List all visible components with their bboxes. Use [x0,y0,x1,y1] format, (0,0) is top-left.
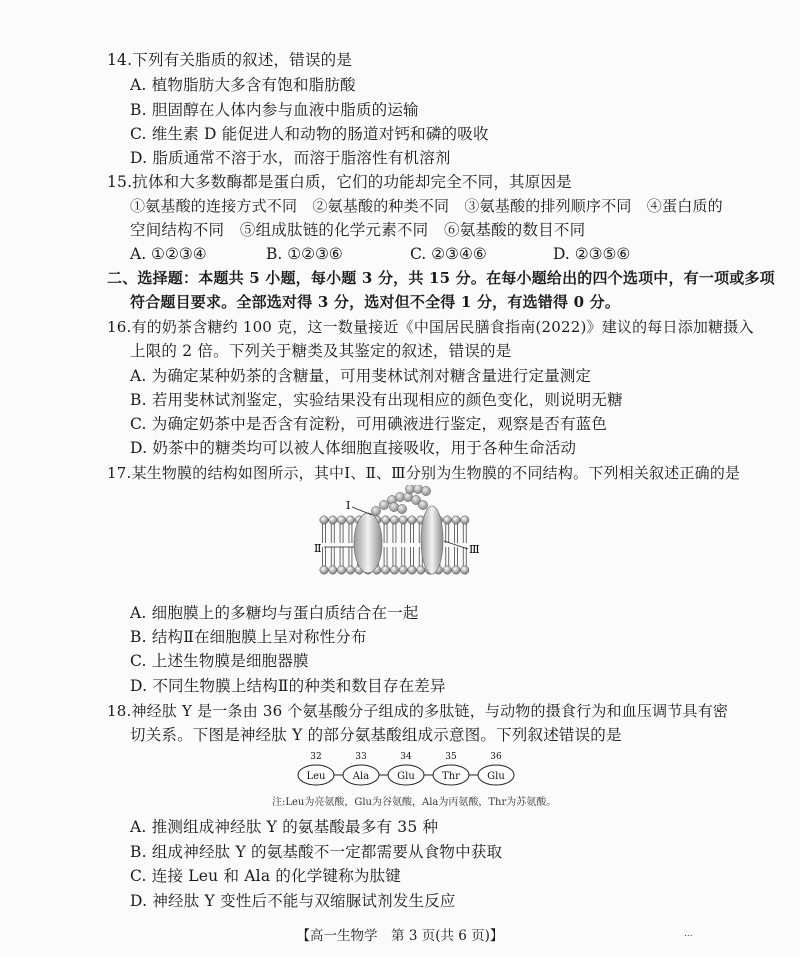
q16-option-d: D. 奶茶中的糖类均可以被人体细胞直接吸收，用于各种生命活动 [130,439,577,457]
sugar-bead [421,486,430,495]
amino-acid-name: Ala [352,771,370,782]
q18-option-b: B. 组成神经肽 Y 的氨基酸不一定都需要从食物中获取 [130,843,503,861]
label-I: Ⅰ [346,499,351,512]
q16-option-c: C. 为确定奶茶中是否含有淀粉，可用碘液进行鉴定，观察是否有蓝色 [130,415,608,433]
q18-option-a: A. 推测组成神经肽 Y 的氨基酸最多有 35 种 [130,818,439,836]
q15-choices-line2: 空间结构不同 ⑤组成肽链的化学元素不同 ⑥氨基酸的数目不同 [130,221,586,239]
peptide-chain [298,752,514,785]
protein-left [354,513,382,573]
q18-note: 注:Leu为亮氨酸，Glu为谷氨酸，Ala为丙氨酸，Thr为苏氨酸。 [272,797,557,808]
phospholipid-head [443,566,451,574]
label-III: Ⅲ [469,543,480,556]
q18-option-d: D. 神经肽 Y 变性后不能与双缩脲试剂发生反应 [130,892,456,910]
q14-option-c: C. 维生素 D 能促进人和动物的肠道对钙和磷的吸收 [130,125,489,143]
phospholipid-head [452,566,460,574]
phospholipid-head [417,566,425,574]
sugar-bead [397,504,406,513]
q18-stem: 18.神经肽 Y 是一条由 36 个氨基酸分子组成的多肽链，与动物的摄食行为和血压调节具有密 [107,702,729,720]
phospholipid-head [399,516,407,524]
phospholipid-head [390,516,398,524]
amino-acid-name: Glu [397,771,415,782]
q16-stem-cont: 上限的 2 倍。下列关于糖类及其鉴定的叙述，错误的是 [130,342,512,360]
phospholipid-head [320,516,328,524]
phospholipid-head [381,566,389,574]
phospholipid-head [346,566,354,574]
label-line-1 [352,507,372,515]
section2-heading-line1: 二、选择题：本题共 5 小题，每小题 3 分，共 15 分。在每小题给出的四个选项中，有一项或多项 [107,269,775,287]
label-line-3 [444,541,468,549]
phospholipid-head [329,566,337,574]
phospholipid-head [381,516,389,524]
sugar-bead [371,506,380,515]
q14-option-a: A. 植物脂肪大多含有饱和脂肪酸 [130,76,356,94]
amino-acid-position: 36 [490,752,502,762]
phospholipid-head [346,516,354,524]
label-II: Ⅱ [314,542,322,555]
lipid-tails [323,524,467,566]
q16-stem: 16.有的奶茶含糖约 100 克，这一数量接近《中国居民膳食指南(2022)》建议的每日添加糖摄入 [107,318,754,336]
q15-option-c: C. ②③④⑥ [410,245,487,263]
phospholipid-head [452,516,460,524]
phospholipid-head [329,516,337,524]
q18-stem-cont: 切关系。下图是神经肽 Y 的部分氨基酸组成示意图。下列叙述错误的是 [130,726,622,744]
q17-option-c: C. 上述生物膜是细胞器膜 [130,652,309,670]
phospholipid-head [443,516,451,524]
amino-acid-position: 35 [445,752,457,762]
protein-right [421,506,443,574]
q15-option-d: D. ②③⑤⑥ [553,245,631,263]
amino-acid-name: Thr [442,771,460,782]
q17-option-b: B. 结构Ⅱ在细胞膜上呈对称性分布 [130,628,367,646]
peptide-chain-figure [290,748,520,796]
corner-mark: ... [684,929,693,939]
q17-option-d: D. 不同生物膜上结构Ⅱ的种类和数目存在差异 [130,677,446,695]
phospholipid-head [390,566,398,574]
phospholipid-head [461,516,469,524]
amino-acid-name: Glu [487,771,505,782]
q15-stem: 15.抗体和大多数酶都是蛋白质，它们的功能却完全不同，其原因是 [107,173,572,191]
page-footer: 【高一生物学 第 3 页(共 6 页)】 [296,928,504,944]
q17-stem: 17.某生物膜的结构如图所示，其中Ⅰ、Ⅱ、Ⅲ分别为生物膜的不同结构。下列相关叙述正确的是 [107,464,741,482]
phospholipid-head [337,566,345,574]
membrane-figure [310,485,490,595]
amino-acid-position: 33 [355,752,367,762]
phospholipid-head [408,516,416,524]
q17-option-a: A. 细胞膜上的多糖均与蛋白质结合在一起 [130,604,419,622]
phospholipid-head [461,566,469,574]
q14-stem: 14.下列有关脂质的叙述，错误的是 [107,51,353,69]
q14-option-b: B. 胆固醇在人体内参与血液中脂质的运输 [130,101,419,119]
amino-acid-name: Leu [306,771,326,782]
q14-option-d: D. 脂质通常不溶于水，而溶于脂溶性有机溶剂 [130,149,451,167]
q16-option-a: A. 为确定某种奶茶的含糖量，可用斐林试剂对糖含量进行定量测定 [130,367,592,385]
amino-acid-position: 32 [310,752,322,762]
q15-option-b: B. ①②③⑥ [266,245,343,263]
sugar-bead [379,500,388,509]
phospholipid-head [337,516,345,524]
q15-option-a: A. ①②③④ [130,245,207,263]
sugar-bead [389,502,398,511]
phospholipid-head [408,566,416,574]
section2-heading-line2: 符合题目要求。全部选对得 3 分，选对但不全得 1 分，有选错得 0 分。 [130,293,621,311]
glycocalyx-chain [371,485,430,516]
phospholipid-head [399,566,407,574]
q16-option-b: B. 若用斐林试剂鉴定，实验结果没有出现相应的颜色变化，则说明无糖 [130,391,623,409]
phospholipid-heads [320,516,469,574]
sugar-bead [413,485,422,494]
q15-choices-line1: ①氨基酸的连接方式不同 ②氨基酸的种类不同 ③氨基酸的排列顺序不同 ④蛋白质的 [130,197,723,215]
amino-acid-position: 34 [400,752,412,762]
q18-option-c: C. 连接 Leu 和 Ala 的化学键称为肽键 [130,867,402,885]
sugar-bead [418,500,427,509]
phospholipid-head [320,566,328,574]
